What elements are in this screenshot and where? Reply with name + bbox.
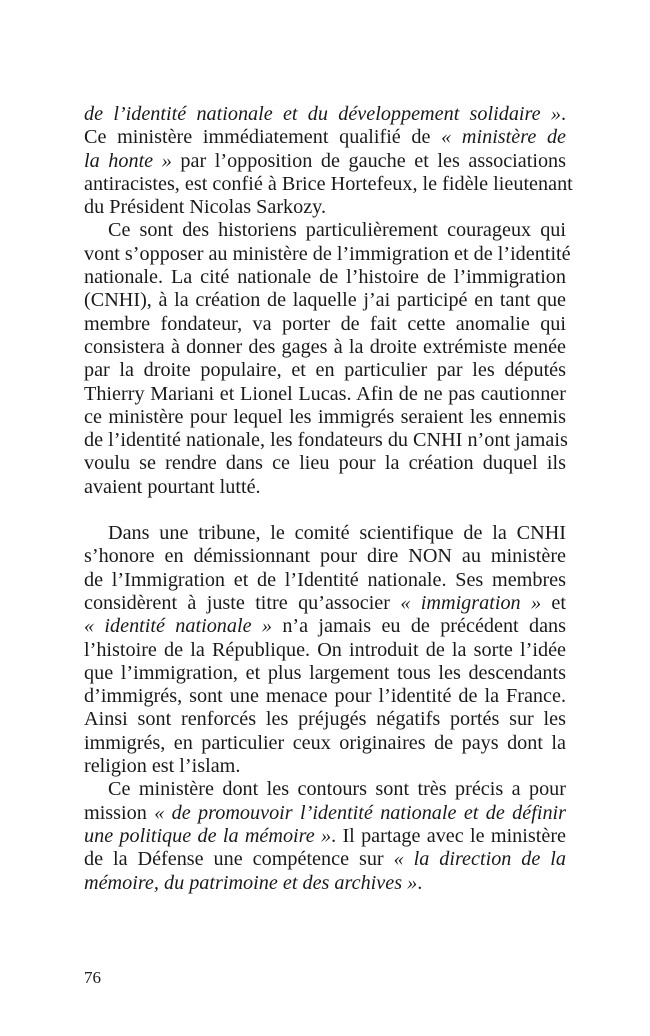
text-run: Thierry Mariani et Lionel Lucas. Afin de ne pas cautionner (84, 382, 566, 405)
text-line (84, 708, 566, 731)
text-line (84, 615, 566, 638)
text-run: ce ministère pour lequel les immigrés seraient les ennemis (84, 405, 566, 428)
text-run: du Président Nicolas Sarkozy. (84, 196, 327, 219)
italic-text: « identité nationale » (84, 615, 272, 638)
text-run: nationale. La cité nationale de l’histoire de l’immigration (84, 266, 566, 289)
text-line (84, 802, 566, 825)
text-line (84, 196, 566, 219)
text-line (84, 336, 566, 359)
text-line (84, 592, 566, 615)
text-run: Dans une tribune, le comité scientifique de la CNHI (108, 522, 566, 545)
body-text (84, 103, 573, 895)
text-run: que l’immigration, et plus largement tous les descendants (84, 661, 566, 684)
text-run: . (417, 871, 423, 894)
text-run: Ce sont des historiens particulièrement courageux qui (108, 219, 566, 242)
text-line (84, 732, 566, 755)
text-run: l’histoire de la République. On introduit de la sorte l’idée (84, 638, 566, 661)
text-line (84, 522, 566, 545)
text-line (84, 429, 566, 452)
text-line (84, 406, 566, 429)
text-line (84, 778, 566, 801)
text-line (84, 755, 566, 778)
italic-text: « ministère de (441, 126, 567, 149)
text-run: immigrés, en particulier ceux originaires de pays dont la (84, 731, 566, 754)
text-line (84, 103, 566, 126)
text-run: par la droite populaire, et en particulier par les députés (84, 359, 566, 382)
text-line (84, 219, 566, 242)
text-run: de l’Immigration et de l’Identité nationale. Ses membres (84, 568, 566, 591)
italic-text: une politique de la mémoire » (84, 824, 332, 847)
text-line (84, 662, 566, 685)
text-run: mission (84, 801, 155, 824)
text-run: Ce ministère dont les contours sont très précis a pour (108, 778, 566, 801)
italic-text: « la direction de la (393, 848, 567, 871)
italic-text: la honte » (84, 149, 172, 172)
text-run: . Il partage avec le ministère (331, 824, 566, 847)
italic-text: mémoire, du patrimoine et des archives » (84, 871, 418, 894)
text-run: Ainsi sont renforcés les préjugés négatifs portés sur les (84, 708, 566, 731)
italic-text: de l’identité nationale et du développement solidaire » (84, 103, 561, 125)
italic-text: « immigration » (400, 591, 542, 614)
text-line (84, 639, 566, 662)
paragraph-gap (84, 499, 566, 522)
text-line (84, 242, 571, 266)
text-line (84, 685, 566, 708)
text-run: membre fondateur, va porter de fait cette anomalie qui (84, 312, 566, 335)
text-line (84, 313, 566, 336)
text-run: voulu se rendre dans ce lieu pour la création duquel ils (84, 452, 566, 475)
text-run: avaient pourtant lutté. (84, 475, 261, 498)
paragraph (84, 219, 571, 499)
text-line (84, 476, 566, 499)
text-line (84, 545, 566, 568)
paragraph (84, 778, 566, 894)
text-run: antiracistes, est confié à Brice Hortefeux, le fidèle lieutenant (84, 172, 573, 195)
text-run: par l’opposition de gauche et les associations (171, 149, 566, 172)
text-line (84, 848, 566, 871)
italic-text: « de promouvoir l’identité nationale et de définir (154, 801, 566, 824)
text-run: (CNHI), à la création de laquelle j’ai participé en tant que (84, 289, 566, 312)
text-run: d’immigrés, sont une menace pour l’identité de la France. (84, 685, 566, 708)
text-line (84, 359, 566, 382)
text-run: de la Défense une compétence sur (84, 848, 394, 871)
paragraph (84, 522, 566, 778)
text-run: religion est l’islam. (84, 755, 241, 778)
text-run: . (560, 103, 566, 125)
text-line (84, 172, 573, 196)
text-run: consistera à donner des gages à la droite extrémiste menée (84, 335, 566, 358)
text-line (84, 569, 566, 592)
text-run: considèrent à juste titre qu’associer (84, 591, 401, 614)
text-line (84, 872, 566, 895)
text-run: n’a jamais eu de précédent dans (271, 615, 566, 638)
text-line (84, 150, 566, 173)
text-run: s’honore en démissionnant pour dire NON au ministère (84, 545, 566, 568)
text-run: de l’identité nationale, les fondateurs du CNHI n’ont jamais (84, 429, 568, 452)
text-line (84, 383, 566, 406)
text-run: vont s’opposer au ministère de l’immigration et de l’identité (84, 242, 571, 265)
text-run: et (541, 591, 567, 614)
text-line (84, 289, 566, 312)
text-line (84, 266, 566, 289)
text-run: Ce ministère immédiatement qualifié de (84, 126, 442, 149)
text-line (84, 126, 566, 149)
paragraph (84, 103, 573, 219)
page-number: 76 (84, 968, 101, 987)
text-line (84, 452, 566, 475)
text-line (84, 825, 566, 848)
